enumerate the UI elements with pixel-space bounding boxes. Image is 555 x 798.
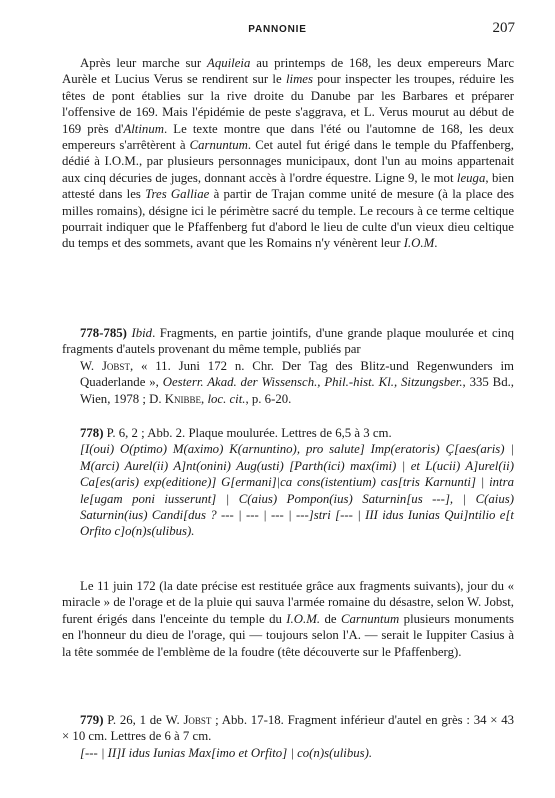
paragraph-miracle-172: [62, 578, 514, 660]
text-run: , bien attesté dans les: [62, 170, 514, 202]
running-title: PANNONIE: [248, 24, 307, 35]
page-header: [0, 20, 555, 40]
entry-779: [62, 712, 514, 761]
author-name: Knibbe: [164, 391, 202, 406]
entry-number: 778-785): [80, 326, 127, 340]
text-run: .: [434, 236, 438, 251]
text-run: ; Abb. 17-18. Fragment inférieur d'autel en grès : 34 × 43 × 10 cm. Lettres de 6 à 7 cm.: [62, 713, 514, 744]
place-name: Aquileia: [207, 56, 251, 70]
citation-loc-cit: loc. cit.: [207, 391, 246, 406]
text-run: , 335 Bd., Wien, 1978 ; D.: [80, 375, 514, 406]
entry-number: 779): [80, 713, 104, 727]
author-name: W. Jobst: [165, 713, 212, 727]
paragraph-campaign-168: [62, 55, 514, 252]
entry-778-785: [62, 325, 514, 407]
inscription-text: [I(oui) O(ptimo) M(aximo) K(arnuntino), pro salute] Imp(eratoris) Ç[aes(aris) | M(arci) Aurel(ii) A]nt(onini) Aug(usti) [Parth(ici) max(imi) | et L(ucii) A]urel(ii) Ca[es(aris) exp(editione)] G[ermani]|ca cons(istentium) cas[tris Karnunti] | intra le[ugam poni iusserunt] | C(aius) Pompon(ius) Saturnin[us ---], | C(aius) Saturnin(ius) Candi[dus ? --- | --- | --- | ---]stri [--- | III idus Iunias Qui]ntilio e[t Orfito c]o(n)s(ulibus).: [80, 442, 514, 539]
text-run: pour inspecter les troupes, réduire les têtes de pont établies sur la rive droite du Danube par les Barbares et préparer l'offensive de 169. Mais l'épidémie de peste s'aggrava, et L. Verus mourut au début de 169 près d': [62, 72, 514, 136]
place-name: Carnuntum: [189, 138, 248, 153]
latin-term: leuga: [456, 170, 486, 185]
text-run: au printemps de 168, les deux empereurs Marc Aurèle et Lucius Verus se rendirent sur le: [62, 56, 515, 87]
deity-abbreviation: I.O.M: [403, 236, 435, 251]
citation-ibid: Ibid: [131, 326, 153, 340]
text-run: P. 26, 1 de: [103, 713, 166, 727]
text-run: , p. 6-20.: [245, 391, 292, 406]
text-run: . Le texte montre que dans l'été ou l'automne de 168, les deux empereurs s'arrêtèrent à: [62, 121, 515, 153]
text-run: à partir de Trajan comme unité de mesure (à la place des milles romains), désigne ici le périmètre sacré du temple. Le recours à ce terme celtique pourrait indiquer que le Pfaffenberg fut d'abord le lieu de culte d'un vieux dieu celtique du temps et des sommets, avant que les Romains n'y vénèrent leur: [62, 187, 514, 251]
entry-description: P. 6, 2 ; Abb. 2. Plaque moulurée. Lettres de 6,5 à 3 cm.: [103, 426, 392, 440]
text-run: . Cet autel fut érigé dans le temple du Pfaffenberg, dédié à I.O.M., par plusieurs personnages municipaux, dont l'un au moins appartenait aux cinq décuries de juges, donnant accès à l'ordre équestre. Ligne 9, le mot: [62, 138, 514, 185]
deity-abbreviation: I.O.M.: [286, 611, 321, 626]
text-run: , « 11. Juni 172 n. Chr. Der Tag des Blitz-und Regenwunders im Quaderlande »,: [80, 358, 515, 390]
text-run: Après leur marche sur: [80, 56, 208, 70]
journal-title: Oesterr. Akad. der Wissensch., Phil.-hist. Kl., Sitzungsber.: [162, 375, 463, 390]
entry-number: 778): [80, 426, 104, 440]
text-run: de: [320, 611, 341, 626]
text-run: . Fragments, en partie jointifs, d'une grande plaque moulurée et cinq fragments d'autels provenant du même temple, publiés par: [62, 326, 514, 357]
page-number: 207: [492, 20, 515, 36]
place-name: Carnuntum: [340, 611, 400, 626]
text-run: plusieurs monuments en l'honneur du dieu de l'orage, qui — toujours selon l'A. — serait le Iuppiter Casius à la tête sommée de l'emblème de la foudre (tête découverte sur le Pfaffenberg).: [62, 611, 514, 659]
entry-778: [62, 425, 514, 540]
place-name: Tres Galliae: [145, 187, 210, 202]
author-name: W. Jobst: [80, 358, 130, 373]
text-run: Le 11 juin 172 (la date précise est restituée grâce aux fragments suivants), jour du « miracle » de l'orage et de la pluie qui sauva l'armée romaine du désastre, selon W. Jobst, furent érigés dans l'enceinte du temple du: [62, 579, 514, 626]
text-run: ,: [201, 391, 208, 406]
latin-term: limes: [285, 72, 313, 87]
inscription-text: [--- | II]I idus Iunias Max[imo et Orfito] | co(n)s(ulibus).: [80, 745, 373, 760]
place-name: Altinum: [123, 121, 164, 136]
